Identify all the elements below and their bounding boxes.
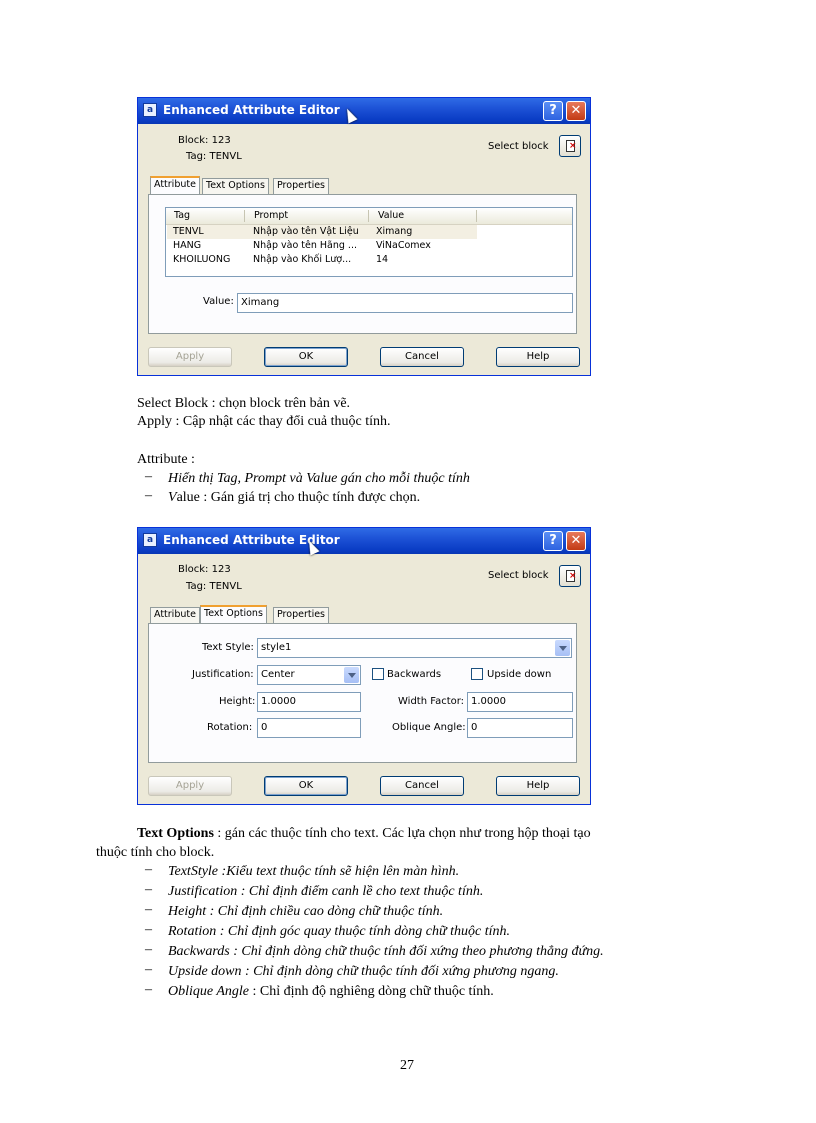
- option-item: Upside down : Chỉ định dòng chữ thuộc tính đối xứng phương ngang.: [168, 964, 559, 979]
- text-options-rest: : gán các thuộc tính cho text. Các lựa chọn như trong hộp thoại tạo: [213, 826, 591, 841]
- dialog-title: Enhanced Attribute Editor: [163, 533, 340, 547]
- option-item: Justification : Chỉ định điểm canh lề cho text thuộc tính.: [168, 884, 484, 899]
- upside-down-checkbox[interactable]: [471, 668, 483, 680]
- list-header: [166, 208, 572, 225]
- row-value: ViNaComex: [376, 240, 431, 251]
- help-button[interactable]: Help: [496, 776, 580, 796]
- attribute-tab-panel: [148, 194, 577, 334]
- row-prompt: Nhập vào Khối Lượ...: [253, 254, 352, 265]
- col-value[interactable]: Value: [378, 210, 405, 221]
- select-block-description: Select Block : chọn block trên bản vẽ.: [137, 396, 351, 411]
- text-style-select[interactable]: [257, 638, 572, 658]
- apply-description: Apply : Cập nhật các thay đổi cuả thuộc tính.: [137, 414, 391, 429]
- oblique-angle-label: Oblique Angle:: [392, 722, 466, 733]
- tab-strip: [148, 607, 577, 623]
- bullet-dash: –: [145, 882, 152, 897]
- app-icon: a: [143, 533, 157, 547]
- option-item: Backwards : Chỉ định dòng chữ thuộc tính đối xứng theo phương thẳng đứng.: [168, 944, 604, 959]
- col-prompt[interactable]: Prompt: [254, 210, 289, 221]
- ok-button[interactable]: OK: [264, 776, 348, 796]
- row-tag: KHOILUONG: [173, 254, 231, 265]
- ok-button[interactable]: OK: [264, 347, 348, 367]
- rotation-label: Rotation:: [207, 722, 253, 733]
- text-style-label: Text Style:: [202, 642, 254, 653]
- attribute-bullet-2: [168, 488, 420, 507]
- row-value: Ximang: [376, 226, 413, 237]
- width-factor-label: Width Factor:: [398, 696, 465, 707]
- row-tag: HANG: [173, 240, 202, 251]
- attribute-bullet-1: Hiển thị Tag, Prompt và Value gán cho mỗi thuộc tính: [168, 471, 470, 486]
- bullet-dash: –: [145, 982, 152, 997]
- block-info: Block: 123: [178, 564, 231, 575]
- tab-attribute[interactable]: Attribute: [150, 176, 200, 194]
- tab-strip: [148, 178, 577, 194]
- value-input[interactable]: Ximang: [237, 293, 573, 313]
- select-block-label: Select block: [488, 141, 549, 152]
- select-block-button[interactable]: ×: [559, 135, 581, 157]
- backwards-label: Backwards: [387, 669, 442, 680]
- bullet-dash: –: [145, 469, 152, 484]
- attribute-heading: Attribute :: [137, 452, 195, 467]
- apply-button[interactable]: Apply: [148, 776, 232, 796]
- tab-text-options[interactable]: Text Options: [200, 605, 267, 623]
- cancel-button[interactable]: Cancel: [380, 776, 464, 796]
- select-block-label: Select block: [488, 570, 549, 581]
- bullet-dash: –: [145, 922, 152, 937]
- app-icon: a: [143, 103, 157, 117]
- tab-properties[interactable]: Properties: [273, 607, 329, 623]
- bullet-dash: –: [145, 962, 152, 977]
- option-item: Rotation : Chỉ định góc quay thuộc tính dòng chữ thuộc tính.: [168, 924, 511, 939]
- apply-button[interactable]: Apply: [148, 347, 232, 367]
- text-options-dialog: [137, 527, 591, 805]
- rotation-input[interactable]: 0: [257, 718, 361, 738]
- title-bar[interactable]: [138, 98, 590, 124]
- justification-label: Justification:: [192, 669, 254, 680]
- tab-properties[interactable]: Properties: [273, 178, 329, 194]
- backwards-checkbox[interactable]: [372, 668, 384, 680]
- close-button[interactable]: ✕: [566, 101, 586, 121]
- mouse-cursor-icon: [343, 107, 358, 124]
- select-block-button[interactable]: ×: [559, 565, 581, 587]
- text-options-paragraph-cont: thuộc tính cho block.: [96, 845, 215, 860]
- text-options-paragraph: [137, 824, 591, 843]
- list-row[interactable]: [167, 253, 477, 267]
- oblique-angle-term: Oblique Angle: [168, 984, 250, 999]
- justification-value: Center: [261, 669, 295, 680]
- title-bar[interactable]: [138, 528, 590, 554]
- dialog-title: Enhanced Attribute Editor: [163, 103, 340, 117]
- tag-info: Tag: TENVL: [186, 581, 242, 592]
- tab-text-options[interactable]: Text Options: [202, 178, 269, 194]
- value-label: Value:: [203, 296, 234, 307]
- height-input[interactable]: 1.0000: [257, 692, 361, 712]
- attribute-editor-dialog: [137, 97, 591, 376]
- cancel-button[interactable]: Cancel: [380, 347, 464, 367]
- chevron-down-icon[interactable]: [555, 640, 570, 656]
- tag-info: Tag: TENVL: [186, 151, 242, 162]
- text-options-tab-panel: [148, 623, 577, 763]
- row-prompt: Nhập vào tên Hãng ...: [253, 240, 357, 251]
- value-v: V: [168, 490, 177, 505]
- oblique-angle-input[interactable]: 0: [467, 718, 573, 738]
- option-item: Height : Chỉ định chiều cao dòng chữ thuộc tính.: [168, 904, 444, 919]
- height-label: Height:: [219, 696, 256, 707]
- bullet-dash: –: [145, 862, 152, 877]
- bullet-dash: –: [145, 942, 152, 957]
- col-tag[interactable]: Tag: [174, 210, 191, 221]
- close-button[interactable]: ✕: [566, 531, 586, 551]
- list-row[interactable]: [167, 225, 477, 239]
- row-prompt: Nhập vào tên Vật Liệu: [253, 226, 359, 237]
- width-factor-input[interactable]: 1.0000: [467, 692, 573, 712]
- list-row[interactable]: [167, 239, 477, 253]
- help-title-button[interactable]: ?: [543, 101, 563, 121]
- row-value: 14: [376, 254, 389, 265]
- help-title-button[interactable]: ?: [543, 531, 563, 551]
- row-tag: TENVL: [173, 226, 204, 237]
- text-style-value: style1: [261, 642, 292, 653]
- bullet-dash: –: [145, 902, 152, 917]
- option-item: [168, 982, 494, 1001]
- block-info: Block: 123: [178, 135, 231, 146]
- text-options-bold: Text Options: [137, 826, 214, 841]
- chevron-down-icon[interactable]: [344, 667, 359, 683]
- tab-attribute[interactable]: Attribute: [150, 607, 200, 623]
- oblique-angle-desc: : Chỉ định độ nghiêng dòng chữ thuộc tính.: [249, 984, 494, 999]
- help-button[interactable]: Help: [496, 347, 580, 367]
- bullet-dash: –: [145, 488, 152, 503]
- attribute-list[interactable]: [165, 207, 573, 277]
- page-number: 27: [400, 1058, 414, 1073]
- option-item: TextStyle :Kiểu text thuộc tính sẽ hiện lên màn hình.: [168, 864, 460, 879]
- upside-down-label: Upside down: [487, 669, 552, 680]
- justification-select[interactable]: [257, 665, 361, 685]
- value-text: alue : Gán giá trị cho thuộc tính được chọn.: [176, 490, 421, 505]
